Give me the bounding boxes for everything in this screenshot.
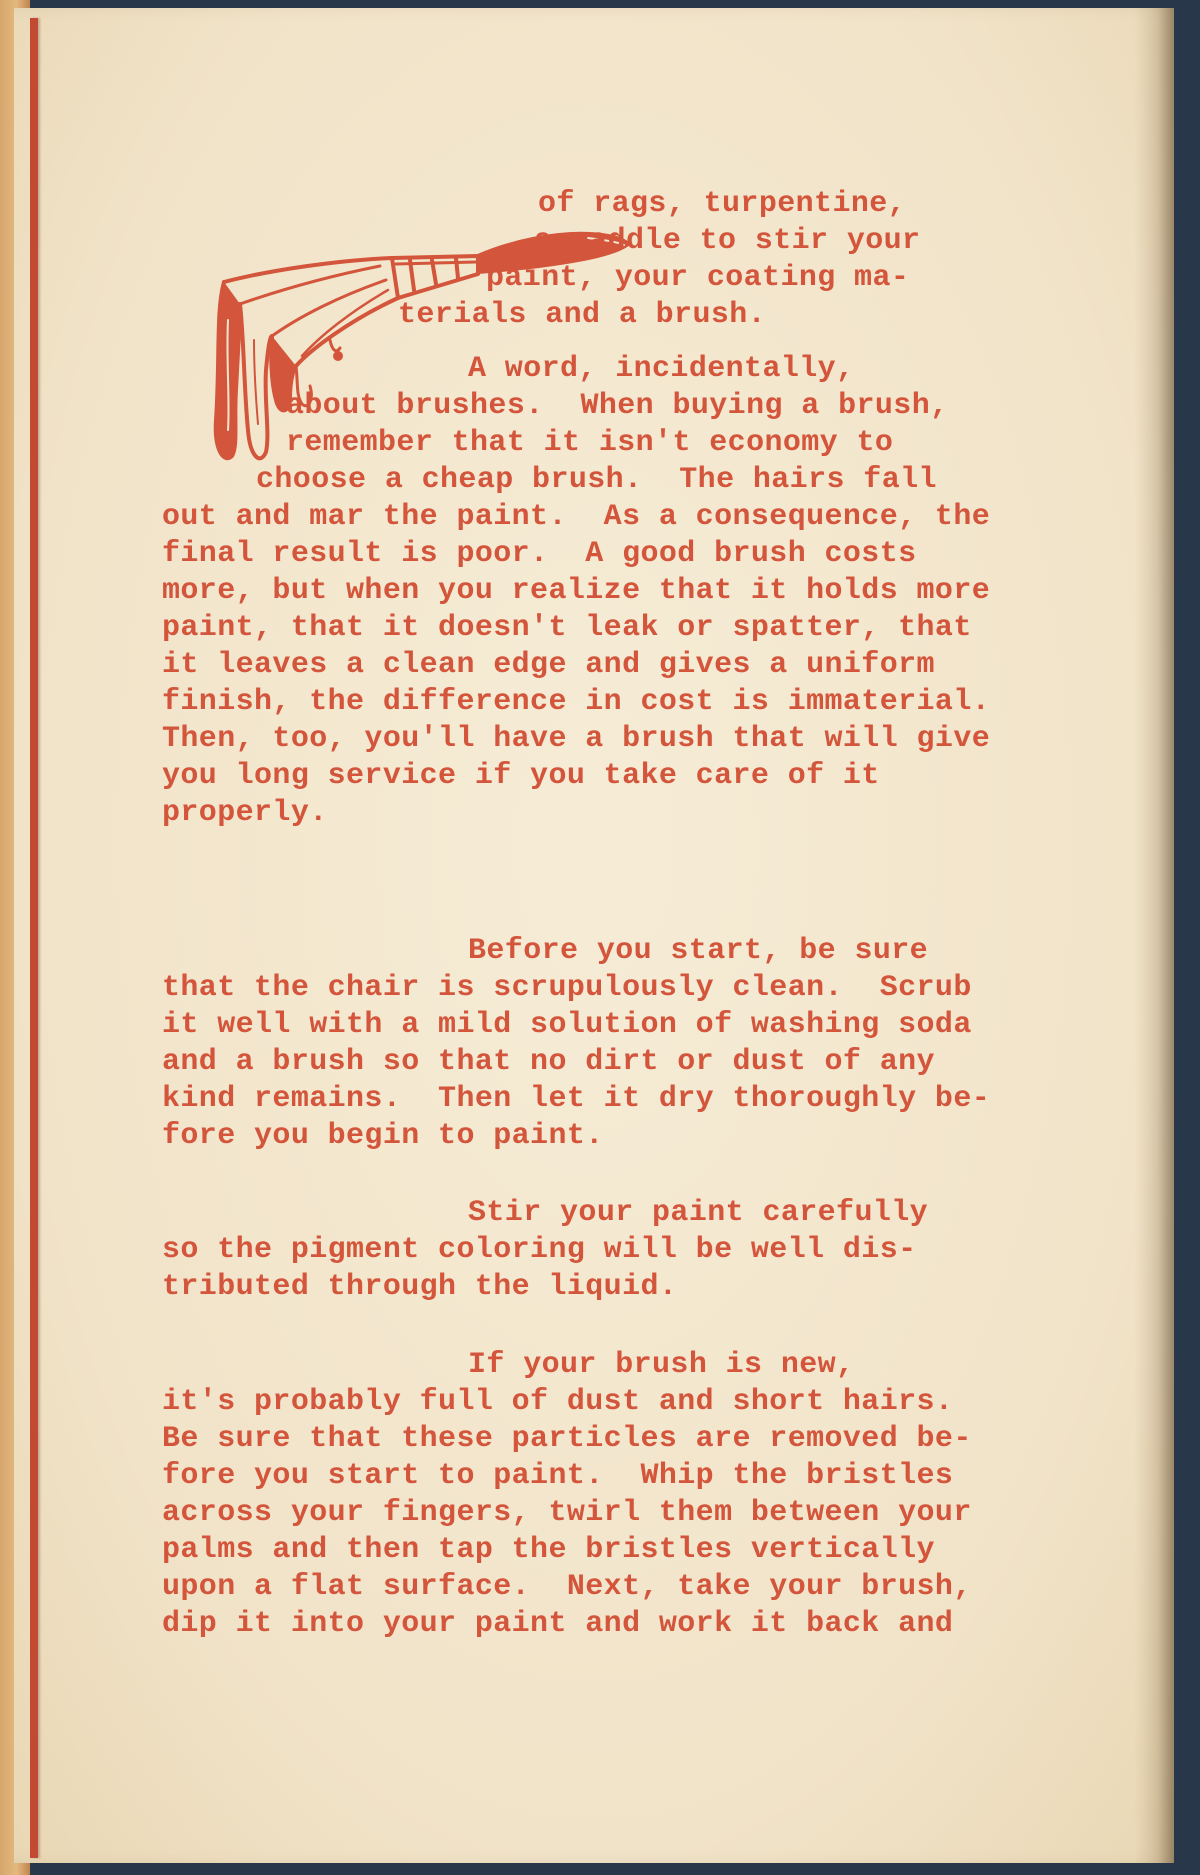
text-line: finish, the difference in cost is immaterial.: [162, 685, 991, 719]
text-line: it's probably full of dust and short hairs.: [162, 1385, 954, 1419]
text-line: it well with a mild solution of washing soda: [162, 1008, 972, 1042]
margin-rule: [30, 18, 38, 1858]
text-line: If your brush is new,: [468, 1348, 855, 1382]
text-line: Before you start, be sure: [468, 934, 929, 968]
text-line: remember that it isn't economy to: [286, 426, 894, 460]
text-line: kind remains. Then let it dry thoroughly be-: [162, 1082, 991, 1116]
text-line: fore you start to paint. Whip the bristles: [162, 1459, 954, 1493]
text-line: choose a cheap brush. The hairs fall: [256, 463, 937, 497]
text-line: and a brush so that no dirt or dust of any: [162, 1045, 935, 1079]
text-line: final result is poor. A good brush costs: [162, 537, 917, 571]
text-line: across your fingers, twirl them between your: [162, 1496, 972, 1530]
text-line: of rags, turpentine,: [538, 187, 907, 221]
book-page: [14, 8, 1174, 1863]
text-line: so the pigment coloring will be well dis-: [162, 1233, 917, 1267]
text-line: properly.: [162, 796, 328, 830]
text-line: paint, that it doesn't leak or spatter, that: [162, 611, 972, 645]
text-line: Then, too, you'll have a brush that will give: [162, 722, 991, 756]
page-gutter: [1134, 8, 1174, 1863]
text-line: you long service if you take care of it: [162, 759, 880, 793]
text-line: terials and a brush.: [398, 298, 767, 332]
text-line: dip it into your paint and work it back and: [162, 1607, 954, 1641]
text-line: fore you begin to paint.: [162, 1119, 604, 1153]
text-line: tributed through the liquid.: [162, 1270, 678, 1304]
text-line: about brushes. When buying a brush,: [286, 389, 949, 423]
text-line: it leaves a clean edge and gives a uniform: [162, 648, 935, 682]
text-line: Stir your paint carefully: [468, 1196, 929, 1230]
text-line: out and mar the paint. As a consequence, the: [162, 500, 991, 534]
text-line: that the chair is scrupulously clean. Scrub: [162, 971, 972, 1005]
text-line: Be sure that these particles are removed be-: [162, 1422, 972, 1456]
text-line: upon a flat surface. Next, take your brush,: [162, 1570, 972, 1604]
text-line: A word, incidentally,: [468, 352, 855, 386]
text-line: paint, your coating ma-: [486, 261, 910, 295]
text-line: more, but when you realize that it holds more: [162, 574, 991, 608]
text-line: a paddle to stir your: [534, 224, 921, 258]
text-line: palms and then tap the bristles vertically: [162, 1533, 935, 1567]
